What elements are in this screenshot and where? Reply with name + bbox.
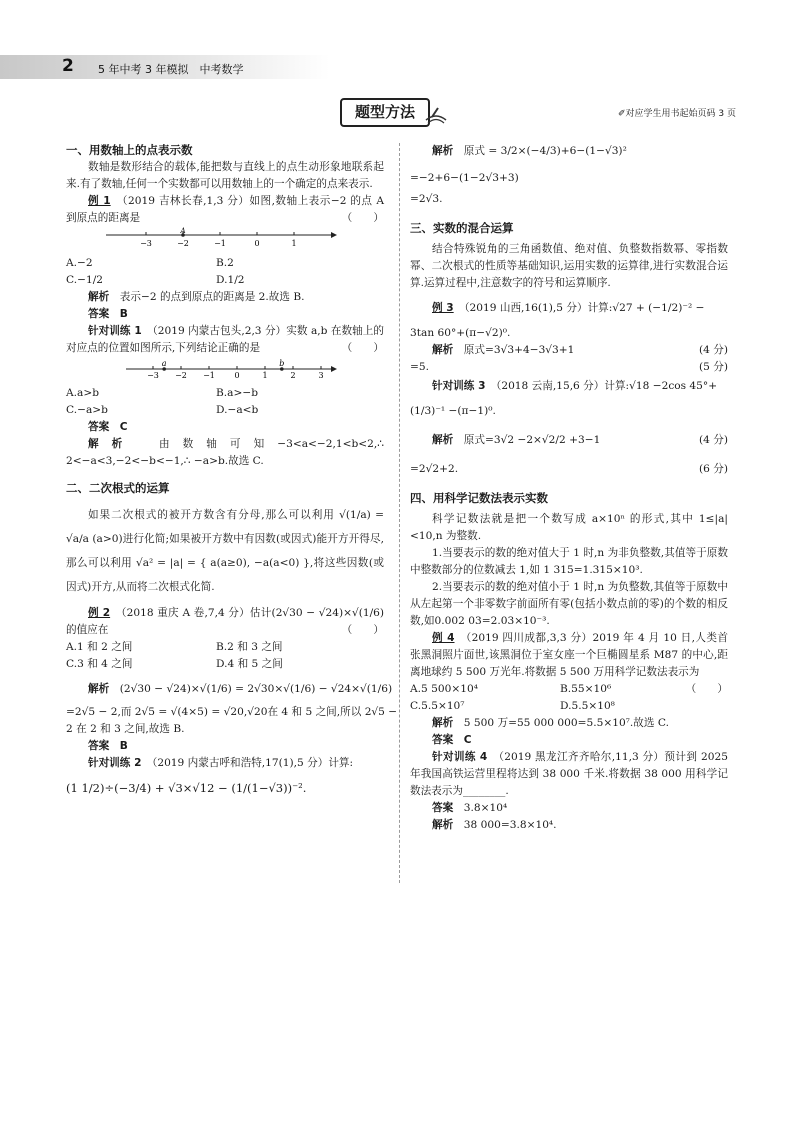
section-heading-2: 二、二次根式的运算 xyxy=(66,481,170,495)
tick-label: −1 xyxy=(203,371,215,379)
answer-4: 答案 C xyxy=(432,734,472,746)
solution-4: 解析 5 500 万=55 000 000=5.5×10⁷.故选 C. xyxy=(432,717,669,729)
tick-label: 2 xyxy=(290,371,296,379)
example-4: 例 4 （2019 四川成都,3,3 分）2019 年 4 月 10 日,人类首张黑洞照片面世,该黑洞位于室女座一个巨椭圆星系 M87 的中心,距离地球约 5 500 万光年.将数据 5 500 万用科学记数法表示为 （ ） xyxy=(410,632,729,695)
solution-1: 解析 表示−2 的点到原点的距离是 2.故选 B. xyxy=(88,291,305,303)
option-a: A.a>b xyxy=(66,387,99,399)
page-number: 2 xyxy=(62,56,74,76)
point-a-label: A xyxy=(180,227,186,235)
solution-training-3-line-2: =2√2+2. (6 分) xyxy=(410,463,728,475)
solution-2-line-2: =2√5 − 2,而 2√5 = √(4×5) = √20,√20在 4 和 5 之间,所以 2√5 − xyxy=(66,706,398,718)
example-1: 例 1 （2019 吉林长春,1,3 分）如图,数轴上表示−2 的点 A 到原点的距离是 （ ） xyxy=(66,195,384,224)
option-d: D.4 和 5 之间 xyxy=(216,658,283,670)
training-4: 针对训练 4 （2019 黑龙江齐齐哈尔,11,3 分）预计到 2025 年我国高铁运营里程将达到 38 000 千米.将数据 38 000 用科学记数法表示为________. xyxy=(410,751,728,797)
section-heading-3: 三、实数的混合运算 xyxy=(410,221,514,235)
book-pen-icon xyxy=(424,104,448,126)
tick-label: −1 xyxy=(214,239,226,248)
section-4-intro: 科学记数法就是把一个数写成 a×10ⁿ 的形式,其中 1≤|a|<10,n 为整数. xyxy=(410,513,728,542)
section-4-rule-2: 2.当要表示的数的绝对值小于 1 时,n 为负整数,其值等于原数中从左起第一个非零数字前面所有零(包括小数点前的零)的个数的相反数,如0.002 03=2.03×10⁻³. xyxy=(410,581,728,627)
option-a: A.1 和 2 之间 xyxy=(66,641,133,653)
answer-2: 答案 B xyxy=(88,740,128,752)
option-d: D.5.5×10⁸ xyxy=(560,700,615,712)
option-b: B.55×10⁶ xyxy=(560,683,612,695)
option-c: C.−a>b xyxy=(66,404,108,416)
option-a: A.−2 xyxy=(66,257,93,269)
section-1-intro: 数轴是数形结合的载体,能把数与直线上的点生动形象地联系起来.有了数轴,任何一个实数都可以用数轴上的一个确定的点来表示. xyxy=(66,161,384,190)
section-2-intro: 如果二次根式的被开方数含有分母,那么可以利用 √(1/a) = √a/a (a>0)进行化简;如果被开方数中有因数(或因式)能开方开得尽,那么可以利用 √a² = |a| = { a(a≥0), −a(a<0) },将这些因数(或因式)开方,从而将二次根式化简. xyxy=(66,509,384,593)
solution-2: 解析 (2√30 − √24)×√(1/6) = 2√30×√(1/6) − √24×√(1/6) xyxy=(88,683,393,695)
training-1: 针对训练 1 （2019 内蒙古包头,2,3 分）实数 a,b 在数轴上的对应点的位置如图所示,下列结论正确的是 （ ） xyxy=(66,325,385,354)
tick-label: 0 xyxy=(234,371,240,379)
section-3-intro: 结合特殊锐角的三角函数值、绝对值、负整数指数幂、零指数幂、二次根式的性质等基础知识,运用实数的运算律,进行实数混合运算.运算过程中,注意数字的符号和运算顺序. xyxy=(410,243,728,289)
answer-training-4: 答案 3.8×10⁴ xyxy=(432,802,508,814)
solution-training-4: 解析 38 000=3.8×10⁴. xyxy=(432,819,557,831)
page-reference: ✐对应学生用书起始页码 3 页 xyxy=(618,109,736,119)
training-3: 针对训练 3 （2018 云南,15,6 分）计算:√18 −2cos 45°+ xyxy=(432,380,718,392)
pen-icon: ✐ xyxy=(618,109,626,119)
tick-label: −3 xyxy=(140,239,152,248)
solution-3-line-2: =5. (5 分) xyxy=(410,361,728,373)
tick-label: 0 xyxy=(254,239,260,248)
solution-training-2-line-3: =2√3. xyxy=(410,193,443,205)
section-banner: 题型方法 xyxy=(340,98,430,127)
number-line-2 xyxy=(66,357,384,379)
right-column xyxy=(410,143,728,834)
solution-training-2-line-2: =−2+6−(1−2√3+3) xyxy=(410,172,519,184)
number-line-1 xyxy=(66,227,384,249)
option-b: B.a>−b xyxy=(216,387,259,399)
training-2: 针对训练 2 （2019 内蒙古呼和浩特,17(1),5 分）计算: xyxy=(88,757,354,769)
tick-label: 1 xyxy=(262,371,268,379)
answer-1: 答案 B xyxy=(88,308,128,320)
tick-label: 1 xyxy=(291,239,297,248)
section-heading-1: 一、用数轴上的点表示数 xyxy=(66,143,193,157)
option-c: C.−1/2 xyxy=(66,274,104,286)
training-3-line-2: (1/3)⁻¹ −(π−1)⁰. xyxy=(410,405,496,417)
example-2: 例 2 （2018 重庆 A 卷,7,4 分）估计(2√30 − √24)×√(1/6) 的值应在 （ ） xyxy=(66,607,385,636)
option-c: C.5.5×10⁷ xyxy=(410,700,465,712)
option-d: D.1/2 xyxy=(216,274,245,286)
answer-training-1: 答案 C xyxy=(88,421,128,433)
section-4-rule-1: 1.当要表示的数的绝对值大于 1 时,n 为非负整数,其值等于原数中整数部分的位数减去 1,如 1 315=1.315×10³. xyxy=(410,547,728,576)
option-b: B.2 xyxy=(216,257,234,269)
left-column xyxy=(66,142,398,797)
tick-label: −2 xyxy=(177,239,189,248)
solution-3: 解析 原式=3√3+4−3√3+1 (4 分) xyxy=(432,344,728,356)
tick-label: −2 xyxy=(175,371,187,379)
solution-training-3: 解析 原式=3√2 −2×√2/2 +3−1 (4 分) xyxy=(432,434,728,446)
option-a: A.5 500×10⁴ xyxy=(410,683,478,695)
section-heading-4: 四、用科学记数法表示实数 xyxy=(410,491,548,505)
option-b: B.2 和 3 之间 xyxy=(216,641,283,653)
solution-training-1: 解析 由数轴可知−3<a<−2,1<b<2,∴ 2<−a<3,−2<−b<−1,∴ −a>b.故选 C. xyxy=(66,438,385,467)
training-2-expression: (1 1/2)÷(−3/4) + √3×√12 − (1/(1−√3))⁻². xyxy=(66,781,307,795)
tick-label: −3 xyxy=(147,371,159,379)
solution-training-2: 解析 原式 = 3/2×(−4/3)+6−(1−√3)² xyxy=(432,145,627,157)
solution-2-line-3: 2 在 2 和 3 之间,故选 B. xyxy=(66,723,185,735)
point-a-label: a xyxy=(161,359,167,368)
option-d: D.−a<b xyxy=(216,404,259,416)
option-c: C.3 和 4 之间 xyxy=(66,658,133,670)
point-b-label: b xyxy=(279,359,285,368)
example-3-line-2: 3tan 60°+(π−√2)⁰. xyxy=(410,327,511,339)
tick-label: 3 xyxy=(318,371,324,379)
column-divider xyxy=(399,143,400,883)
example-3: 例 3 （2019 山西,16(1),5 分）计算:√27 + (−1/2)⁻² − xyxy=(432,302,705,314)
running-title: 5 年中考 3 年模拟 中考数学 xyxy=(98,63,244,76)
